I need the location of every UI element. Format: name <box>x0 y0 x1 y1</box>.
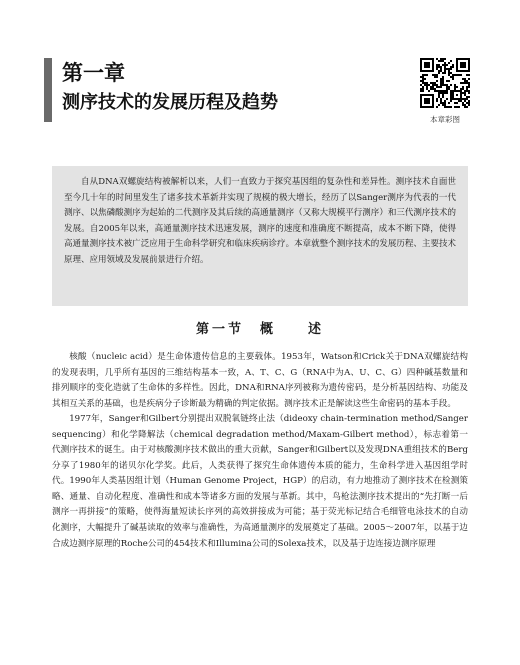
qr-code-block <box>420 58 470 125</box>
chapter-number: 第一章 <box>62 61 125 85</box>
abstract-text: 自从DNA双螺旋结构被解析以来，人们一直致力于探究基因组的复杂性和差异性。测序技术自面世至今几十年的时间里发生了诸多技术革新并实现了规模的极大增长，经历了以Sanger测序为代表的一代测序、以焦磷酸测序为起始的二代测序及其后续的高通量测序（又称大规模平行测序）和三代测序技术的发展。自2005年以来，高通量测序技术迅速发展，测序的速度和准确度不断提高，成本不断下降，使得高通量测序技术被广泛应用于生命科学研究和临床疾病诊疗。本章就整个测序技术的发展历程、主要技术原理、应用领域及发展前景进行介绍。 <box>64 177 456 265</box>
qr-code-icon[interactable] <box>420 58 470 108</box>
chapter-abstract <box>52 166 468 306</box>
body-paragraph-1: 核酸（nucleic acid）是生命体遗传信息的主要载体。1953年，Watson和Crick关于DNA双螺旋结构的发现表明，几乎所有基因的三维结构基本一致，A、T、C、G（RNA中为A、U、C、G）四种碱基数量和排列顺序的变化造就了生命体的多样性。因此，DNA和RNA序列被称为遗传密码，是分析基因结构、功能及其相互关系的基础，也是疾病分子诊断最为精确的判定依据。测序技术正是解读这些生命密码的基本手段。 <box>52 352 468 409</box>
chapter-heading <box>44 58 404 122</box>
body-text <box>52 350 468 552</box>
body-paragraph-2: 1977年，Sanger和Gilbert分别提出双脱氧链终止法（dideoxy chain-termination method/Sanger sequencing）和化学降解法（chemical degradation method/Maxam-Gilbert method），标志着第一代测序技术的诞生。由于对核酸测序技术做出的重大贡献，Sanger和Gilbert以及发现DNA重组技术的Berg分享了1980年的诺贝尔化学奖。此后，人类获得了探究生命体遗传本质的能力，生命科学进入基因组学时代。1990年人类基因组计划（Human Genome Project，HGP）的启动，有力地推动了测序技术在检测策略、通量、自动化程度、准确性和成本等诸多方面的发展与革新。其中，鸟枪法测序技术提出的“先打断一后测序一再拼接”的策略，使得海量短读长序列的高效拼接成为可能；基于荧光标记结合毛细管电泳技术的自动化测序，大幅提升了碱基读取的效率与准确性，为高通量测序的发展奠定了基础。2005～2007年，以基于边合成边测序原理的Roche公司的454技术和Illumina公司的Solexa技术，以及基于边连接边测序原理 <box>52 414 468 549</box>
section-title: 第一节 概 述 <box>195 322 324 337</box>
chapter-title: 测序技术的发展历程及趋势 <box>62 92 278 113</box>
qr-caption: 本章彩图 <box>430 115 460 124</box>
